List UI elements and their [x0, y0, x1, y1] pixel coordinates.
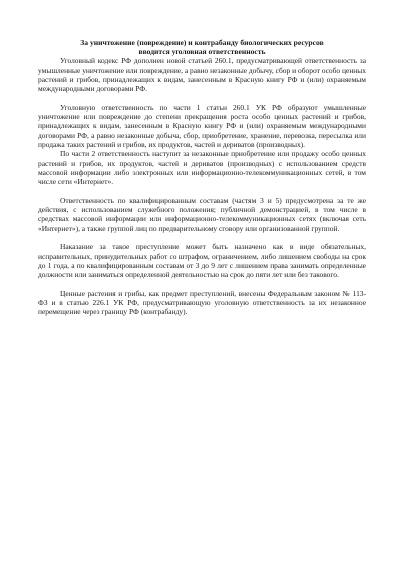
paragraph-part-2: По части 2 ответственность наступит за незаконные приобретение или продажу особо ценных растений и грибов, их продуктов, частей и дериватов (производных) с использованием средств массовой информации либо электронных или информационно-телекоммуникационных сетей, в том числе сети «Интернет».	[38, 149, 366, 187]
document-title	[38, 38, 366, 56]
paragraph-intro: Уголовный кодекс РФ дополнен новой статьей 260.1, предусматривающей ответственность за умышленные уничтожение или повреждение, а равно незаконные добычу, сбор и оборот особо ценных растений и грибов, принадлежащих к видам, занесенным в Красную книгу РФ и (или) охраняемым международными договорами РФ.	[38, 56, 366, 94]
paragraph-part-1: Уголовную ответственность по части 1 статьи 260.1 УК РФ образуют умышленные уничтожение или повреждение до степени прекращения роста особо ценных растений и грибов, принадлежащих к видам, занесенным в Красную книгу РФ и (или) охраняемым международными договорами РФ, а равно незаконные добыча, сбор, приобретение, хранение, перевозка, пересылка или продажа таких растений и грибов, их продуктов, частей и дериватов (производных).	[38, 102, 366, 150]
paragraph-qualified-parts: Ответственность по квалифицированным составам (частям 3 и 5) предусмотрена за те же действия, с использованием служебного положения; публичной демонстрацией, в том числе в средствах массовой информации или информационно-телекоммуникационных сетях (включая сеть «Интернет»), а также группой лиц по предварительному сговору или организованной группой.	[38, 195, 366, 233]
paragraph-punishment: Наказание за такое преступление может быть назначено как в виде обязательных, исправительных, принудительных работ со штрафом, ограничением, либо лишением свободы на срок до 1 года, а по квалифицированным составам от 3 до 9 лет с лишением права занимать определенные должности или заниматься определенной деятельностью на срок до пяти лет или без такового.	[38, 242, 366, 280]
document-title-line-2: вводится уголовная ответственность	[138, 47, 266, 57]
paragraph-smuggling: Ценные растения и грибы, как предмет преступлений, внесены Федеральным законом № 113-ФЗ и в статью 226.1 УК РФ, предусматривающую уголовную ответственность за их незаконное перемещение через границу РФ (контрабанду).	[38, 288, 366, 317]
document-title-line-1: За уничтожение (повреждение) и контрабанду биологических ресурсов	[80, 38, 324, 47]
